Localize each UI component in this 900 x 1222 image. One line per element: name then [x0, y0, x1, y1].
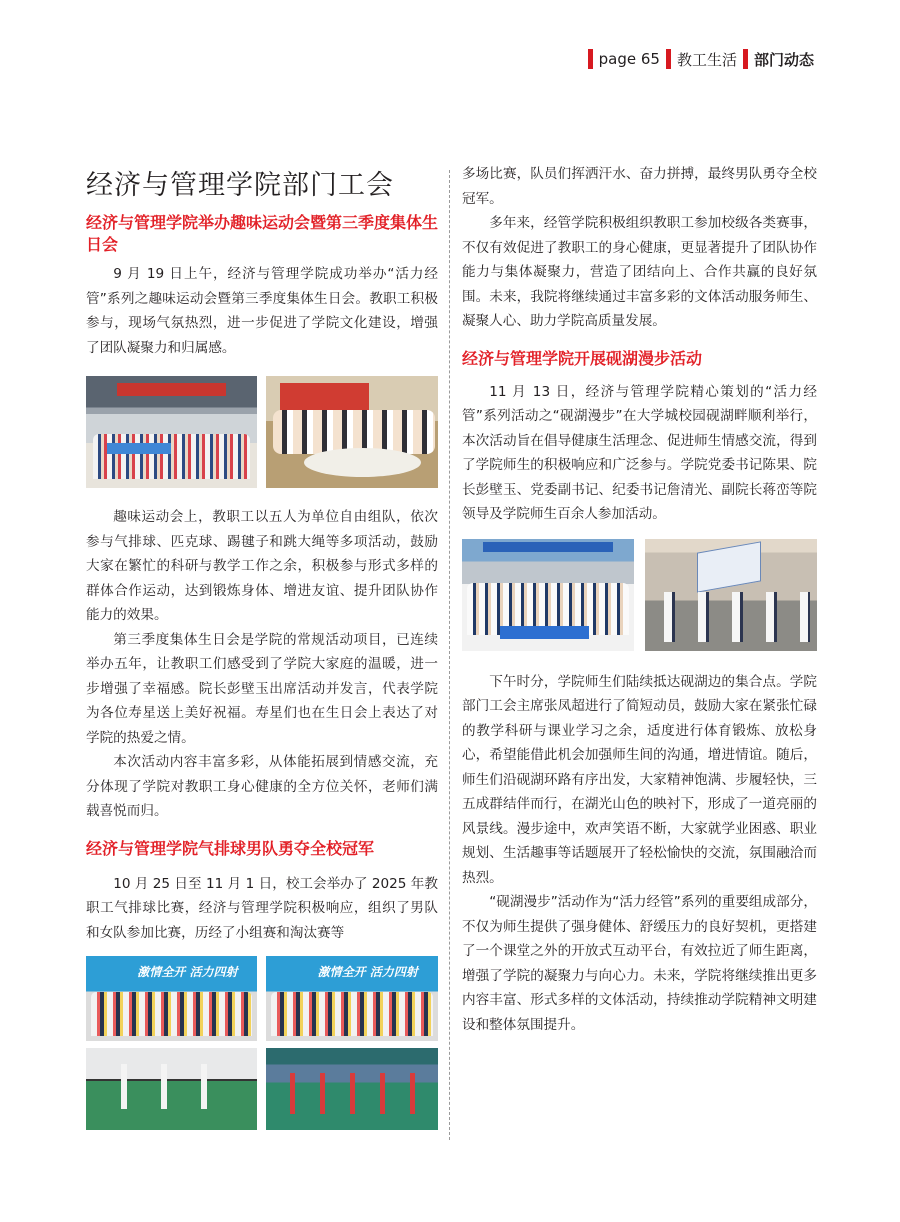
header-bar	[666, 49, 671, 69]
article-paragraph: 多场比赛，队员们挥洒汗水、奋力拼搏，最终男队勇夺全校冠军。	[462, 166, 817, 207]
photo-row	[86, 1048, 438, 1130]
header-bar	[588, 49, 593, 69]
right-column	[462, 162, 817, 1037]
article-title-lake-walk: 经济与管理学院开展砚湖漫步活动	[462, 348, 703, 368]
page-header	[588, 48, 814, 70]
article-paragraph: 第三季度集体生日会是学院的常规活动项目，已连续举办五年，让教职工们感受到了学院大家庭的温暖，进一步增强了幸福感。院长彭壁玉出席活动并发言，代表学院为各位寿星送上美好祝福。寿星们也在生日会上表达了对学院的热爱之情。	[86, 631, 438, 746]
subsection-name: 部门动态	[753, 50, 814, 69]
volleyball-team-photo	[86, 956, 257, 1041]
volleyball-team-photo	[266, 956, 438, 1041]
article-paragraph: 趣味运动会上，教职工以五人为单位自由组队，依次参与气排球、匹克球、踢毽子和跳大绳等多项活动，鼓励大家在繁忙的科研与教学工作之余，积极参与形式多样的群体合作运动，达到锻炼身体、增进友谊、提升团队协作能力的效果。	[86, 509, 438, 623]
article-title-volleyball: 经济与管理学院气排球男队勇夺全校冠军	[86, 838, 375, 858]
photo-row	[462, 539, 817, 651]
article-title-sports-day: 经济与管理学院举办趣味运动会暨第三季度集体生日会	[86, 213, 439, 254]
lake-walk-photo	[645, 539, 817, 651]
article-paragraph: 本次活动内容丰富多彩，从体能拓展到情感交流，充分体现了学院对教职工身心健康的全方位关怀，老师们满载喜悦而归。	[86, 754, 438, 819]
article-paragraph: 多年来，经管学院积极组织教职工参加校级各类赛事，不仅有效促进了教职工的身心健康，更显著提升了团队协作能力与集体凝聚力，营造了团结向上、合作共赢的良好氛围。未来，我院将继续通过丰富多彩的文体活动服务师生、凝聚人心、助力学院高质量发展。	[462, 215, 817, 329]
article-paragraph: 9 月 19 日上午，经济与管理学院成功举办“活力经管”系列之趣味运动会暨第三季度集体生日会。教职工积极参与，现场气氛热烈，进一步促进了学院文化建设，增强了团队凝聚力和归属感。	[86, 266, 438, 356]
lake-walk-group-photo	[462, 539, 634, 651]
volleyball-match-photo	[266, 1048, 438, 1130]
group-photo-building	[86, 376, 257, 488]
page-number: page 65	[598, 50, 660, 68]
article-paragraph: “砚湖漫步”活动作为“活力经管”系列的重要组成部分，不仅为师生提供了强身健体、舒缓压力的良好契机，更搭建了一个课堂之外的开放式互动平台，有效拉近了师生距离，增强了学院的凝聚力与向心力。未来，学院将继续推出更多内容丰富、形式多样的文体活动，持续推动学院精神文明建设和整体氛围提升。	[462, 894, 817, 1033]
photo-row	[86, 956, 438, 1041]
page-title: 经济与管理学院部门工会	[86, 170, 394, 201]
birthday-party-photo	[266, 376, 438, 488]
article-paragraph: 11 月 13 日，经济与管理学院精心策划的“活力经管”系列活动之“砚湖漫步”在大学城校园砚湖畔顺利举行，本次活动旨在倡导健康生活理念、促进师生情感交流，得到了学院师生的积极响应和广泛参与。学院党委书记陈果、院长彭壁玉、党委副书记、纪委书记詹清光、副院长蒋峦等院领导及学院师生百余人参加活动。	[462, 383, 817, 522]
volleyball-match-photo	[86, 1048, 257, 1130]
header-bar	[743, 49, 748, 69]
section-name: 教工生活	[676, 50, 737, 69]
photo-banner-text: 激情全开 活力四射	[137, 964, 238, 979]
column-divider	[449, 170, 450, 1140]
article-paragraph: 下午时分，学院师生们陆续抵达砚湖边的集合点。学院部门工会主席张凤超进行了简短动员，鼓励大家在紧张忙碌的教学科研与课业学习之余，适度进行体育锻炼、放松身心，希望能借此机会加强师生间的沟通，增进情谊。随后，师生们沿砚湖环路有序出发，大家精神饱满、步履轻快，三五成群结伴而行，在湖光山色的映衬下，形成了一道亮丽的风景线。漫步途中，欢声笑语不断，大家就学业困惑、职业规划、生活趣事等话题展开了轻松愉快的交流，氛围融洽而热烈。	[462, 673, 817, 886]
article-paragraph: 10 月 25 日至 11 月 1 日，校工会举办了 2025 年教职工气排球比赛，经济与管理学院积极响应，组织了男队和女队参加比赛，历经了小组赛和淘汰赛等	[86, 875, 438, 941]
photo-row	[86, 376, 438, 488]
left-column	[86, 168, 438, 1130]
photo-banner-text: 激情全开 活力四射	[317, 964, 418, 979]
